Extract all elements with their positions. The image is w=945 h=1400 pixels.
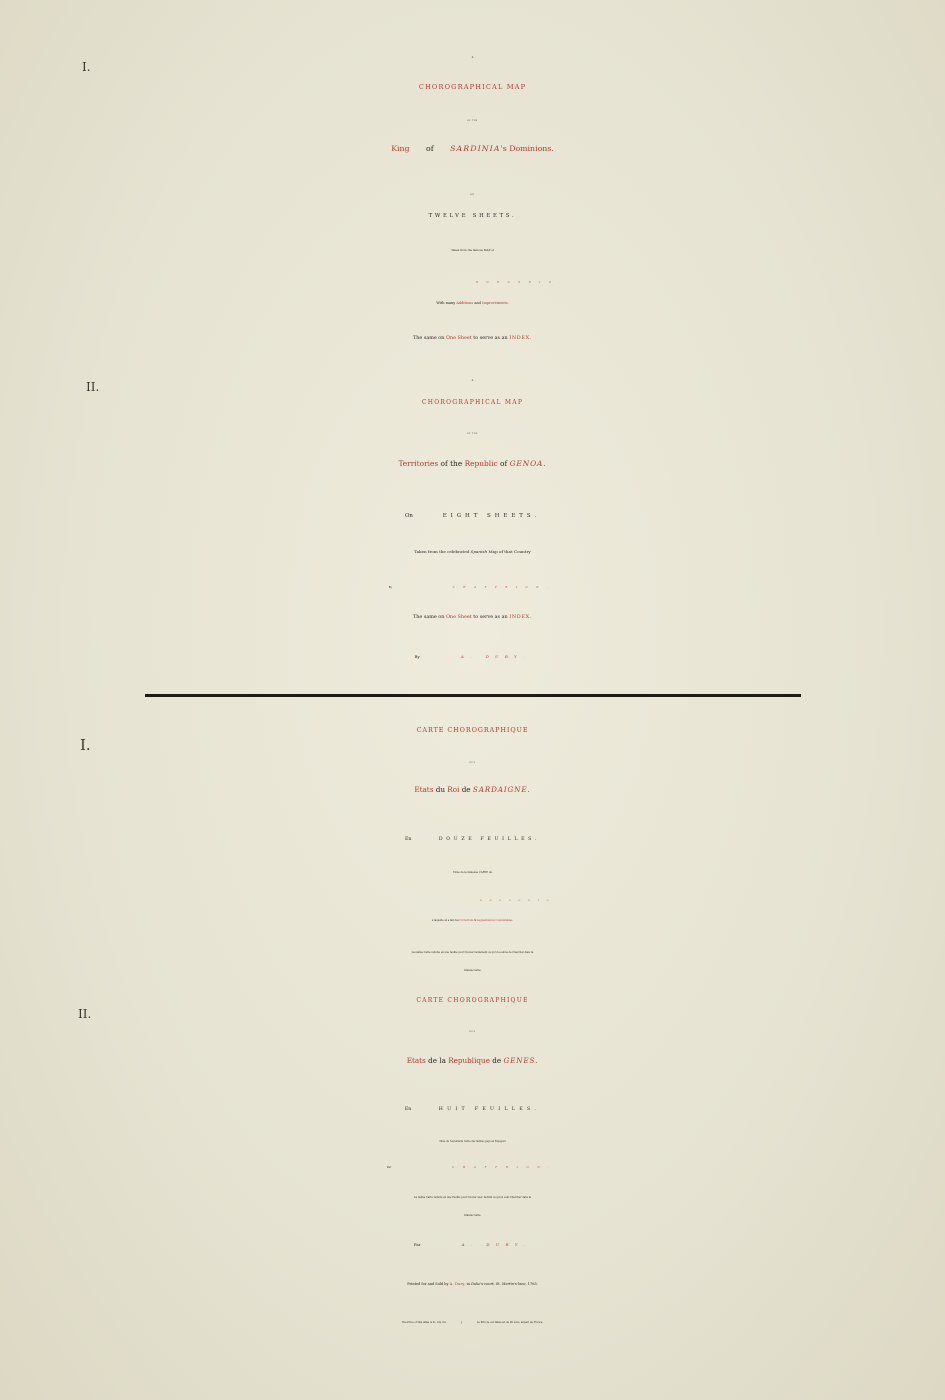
king-line xyxy=(0,145,945,153)
etats-roi-line xyxy=(0,786,945,793)
borgonio-1: BORGONIO. xyxy=(476,281,569,284)
to-serve-1: to serve as an xyxy=(473,335,508,341)
same-on-2: The same on xyxy=(413,614,445,620)
de-la-words: de la xyxy=(428,1056,446,1065)
index-word-1: INDEX. xyxy=(509,335,532,341)
republic-word: Republic xyxy=(464,459,498,468)
and-word: and xyxy=(474,301,481,305)
of-word-2: of xyxy=(500,459,508,468)
st-martins-lane: St. Martin's-lane, xyxy=(495,1282,527,1286)
taken-from-line-1: Taken from the famous MAP of xyxy=(451,248,494,252)
heading-carte-chorographique-2: CARTE CHOROGRAPHIQUE xyxy=(416,997,529,1004)
ampersand: & xyxy=(474,919,477,922)
price-english: The Price of this Atlas is 2l. 12s. 6d. xyxy=(401,1321,447,1324)
douze-feuilles: DOUZE FEUILLES. xyxy=(438,837,540,842)
on-word-2: On xyxy=(404,513,413,519)
taken-from-line-2 xyxy=(0,550,945,554)
one-sheet-2: One Sheet xyxy=(445,614,472,620)
borgonio-2: BORGONIO. xyxy=(480,899,565,902)
de-word-2: de xyxy=(492,1056,502,1065)
etats-republique-line xyxy=(0,1057,945,1064)
imprint-year: 1765. xyxy=(527,1282,538,1286)
section-number-4: II. xyxy=(78,1007,92,1021)
printed-sold: Printed for and Sold by xyxy=(407,1282,449,1286)
douze-feuilles-line xyxy=(0,838,945,843)
des-1: DES xyxy=(469,762,476,764)
etats-word-2: Etats xyxy=(406,1056,426,1065)
article-a-2: A xyxy=(471,379,474,382)
to-serve-2: to serve as an xyxy=(473,614,508,620)
dukes-court: Duke's-court, xyxy=(471,1282,495,1286)
imprint-line xyxy=(0,1283,945,1287)
etats-word-1: Etats xyxy=(414,785,434,794)
heading-carte-chorographique-1: CARTE CHOROGRAPHIQUE xyxy=(416,726,529,734)
price-french: Le Prix de cet Atlas est de 20 écus, argent de xyxy=(476,1321,533,1324)
dury-imprint: A. Dury, xyxy=(449,1282,466,1286)
par-word-2: Par xyxy=(413,1242,421,1247)
section-number-1: I. xyxy=(82,60,91,74)
sardaigne-word: SARDAIGNE. xyxy=(472,785,531,794)
of-the-2: OF THE xyxy=(467,433,478,435)
sardinia-word: SARDINIA xyxy=(450,144,501,153)
laquelle-text: à laquelle on a fait des xyxy=(431,919,459,922)
meme-carte-line-1b: Grande Carte. xyxy=(463,969,482,972)
en-word-1: En xyxy=(404,837,412,842)
meme-carte-line-1a: La même Carte reduite en une feuille pour trouver facilement ce qu'on a envie de Chercher dans la xyxy=(411,951,534,954)
price-separator: | xyxy=(461,1321,462,1324)
spanish-word: Spanish xyxy=(470,549,488,554)
france-word: France. xyxy=(533,1321,544,1324)
republique-word: Republique xyxy=(448,1056,490,1065)
dominions-word: 's Dominions. xyxy=(500,144,554,153)
heading-chorographical-map-1: CHOROGRAPHICAL MAP xyxy=(418,83,527,91)
territories-word: Territories xyxy=(398,459,439,468)
one-sheet-1: One Sheet xyxy=(445,335,472,341)
heading-chorographical-map-2: CHOROGRAPHICAL MAP xyxy=(421,399,524,406)
dury-2: A. DURY. xyxy=(461,1242,532,1247)
by-word-1: By xyxy=(388,586,392,589)
same-on-1: The same on xyxy=(413,335,445,341)
of-the-words: of the xyxy=(440,459,463,468)
additions-word: Additions xyxy=(456,301,474,305)
territories-line xyxy=(0,460,945,467)
de-word-1: de xyxy=(461,785,471,794)
dury-1: A. DURY. xyxy=(460,654,531,659)
par-dury-line xyxy=(0,1243,945,1247)
en-word-2: En xyxy=(404,1107,412,1112)
eight-sheets-line xyxy=(0,514,945,519)
index-line-2 xyxy=(0,615,945,620)
section-number-3: I. xyxy=(80,736,91,754)
roi-word: Roi xyxy=(447,785,460,794)
tiree-line-1: Tirée de la fameuse CARTE de xyxy=(453,871,492,874)
chaffrion-2: CHAFFRION. xyxy=(452,1166,559,1169)
additions-line xyxy=(0,302,945,306)
genes-word: GENES. xyxy=(503,1056,539,1065)
huit-feuilles-line xyxy=(0,1108,945,1113)
by-word-2: By xyxy=(414,654,420,659)
king-word: King xyxy=(391,144,410,153)
by-chaffrion-line xyxy=(0,587,945,590)
divider-rule xyxy=(145,694,801,697)
par-word-1: Par xyxy=(386,1166,392,1169)
meme-carte-line-2b: Grande Carte. xyxy=(463,1214,482,1217)
chaffrion-1: CHAFFRION. xyxy=(452,586,557,589)
price-line xyxy=(0,1322,945,1324)
par-chaffrion-line xyxy=(0,1167,945,1170)
des-2: DES xyxy=(469,1031,476,1033)
map-of-country: Map of that Country xyxy=(488,549,531,554)
meme-carte-line-2a: La même Carte reduite en une Feuille pour trouver avec facilité ce qu'on veut Chercher dans la xyxy=(414,1196,531,1199)
index-word-2: INDEX. xyxy=(509,614,532,620)
section-number-2: II. xyxy=(86,380,100,394)
by-dury-line-1 xyxy=(0,655,945,659)
du-word: du xyxy=(435,785,445,794)
improvements-word: Improvements. xyxy=(482,301,509,305)
tiree-excellente: Tirée de l'excellente Carte des mêmes pays en xyxy=(439,1140,495,1143)
espagnol-word: Espagnol xyxy=(494,1140,506,1143)
eight-sheets: EIGHT SHEETS. xyxy=(442,513,541,519)
of-word-1: of xyxy=(426,144,434,153)
with-many: With many xyxy=(436,301,456,305)
index-line-1 xyxy=(0,336,945,341)
twelve-sheets: TWELVE SHEETS. xyxy=(428,213,517,219)
taken-celebrated: Taken from the celebrated xyxy=(414,549,470,554)
on-word-1: ON xyxy=(470,194,475,196)
article-a-1: A xyxy=(471,56,474,59)
augmentations-word: Augmentations Considérables. xyxy=(476,919,514,922)
tiree-line-2 xyxy=(0,1141,945,1143)
in-word: in xyxy=(466,1282,470,1286)
corrections-word: Corrections xyxy=(459,919,474,922)
laquelle-line xyxy=(0,920,945,922)
of-the-1: OF THE xyxy=(467,120,478,122)
huit-feuilles: HUIT FEUILLES. xyxy=(438,1107,541,1112)
genoa-word: GENOA. xyxy=(509,459,547,468)
